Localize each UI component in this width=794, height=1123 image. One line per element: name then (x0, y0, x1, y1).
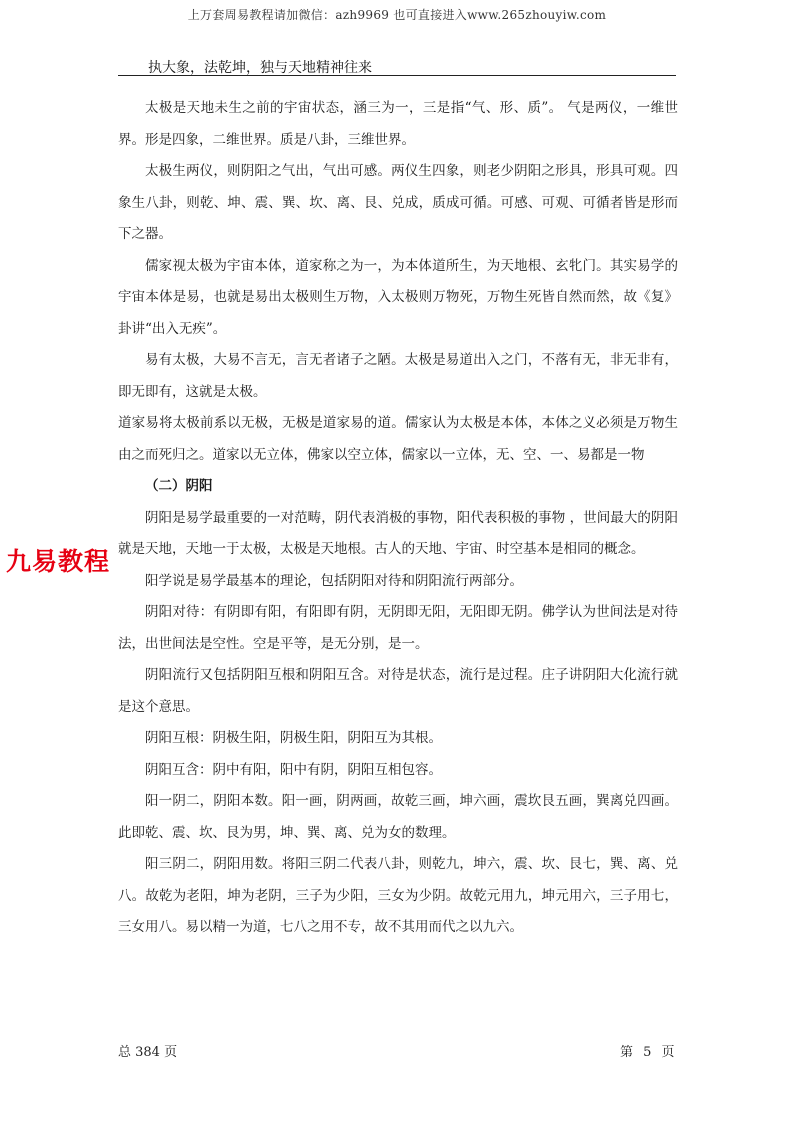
paragraph: 阴阳流行又包括阴阳互根和阴阳互含。对待是状态，流行是过程。庄子讲阴阳大化流行就是这个意思。 (118, 667, 678, 715)
watermark-logo: 九易教程 (6, 547, 111, 576)
paragraph: 儒家视太极为宇宙本体，道家称之为一，为本体道所生，为天地根、玄牝门。其实易学的宇宙本体是易，也就是易出太极则生万物，入太极则万物死，万物生死皆自然而然，故《复》卦讲“出入无疾”。 (118, 257, 678, 337)
top-banner: 上万套周易教程请加微信：azh9969 也可直接进入www.265zhouyiw.com (187, 8, 607, 22)
header-title: 执大象，法乾坤，独与天地精神往来 (148, 60, 372, 76)
paragraph: 阴阳对待：有阴即有阳，有阳即有阴，无阴即无阳，无阳即无阴。佛学认为世间法是对待法，出世间法是空性。空是平等，是无分别，是一。 (118, 604, 678, 652)
header-divider (118, 75, 676, 76)
document-body (118, 93, 678, 944)
paragraph: 阳一阴二，阴阳本数。阳一画，阴两画，故乾三画，坤六画，震坎艮五画，巽离兑四画。此即乾、震、坎、艮为男，坤、巽、离、兑为女的数理。 (118, 793, 678, 841)
paragraph: 阴阳互根：阴极生阳，阴极生阳，阴阳互为其根。 (145, 730, 442, 746)
paragraph: 太极生两仪，则阴阳之气出，气出可感。两仪生四象，则老少阴阳之形具，形具可观。四象生八卦，则乾、坤、震、巽、坎、离、艮、兑成，质成可循。可感、可观、可循者皆是形而下之器。 (118, 163, 678, 242)
paragraph: 太极是天地未生之前的宇宙状态，涵三为一，三是指“气、形、质”。 气是两仪，一维世界。形是四象，二维世界。质是八卦，三维世界。 (118, 100, 678, 148)
paragraph: 易有太极，大易不言无，言无者诸子之陋。太极是易道出入之门，不落有无，非无非有，即无即有，这就是太极。 (118, 352, 678, 400)
paragraph: 道家易将太极前系以无极，无极是道家易的道。儒家认为太极是本体，本体之义必须是万物生由之而死归之。道家以无立体，佛家以空立体，儒家以一立体，无、空、一、易都是一物 (118, 415, 678, 463)
section-heading: （二）阴阳 (145, 478, 213, 494)
paragraph: 阴阳互含：阴中有阳，阳中有阴，阴阳互相包容。 (145, 761, 442, 778)
footer-total-pages: 总 384 页 (118, 1045, 178, 1060)
footer-page-number: 第 5 页 (620, 1045, 675, 1060)
paragraph: 阳学说是易学最基本的理论，包括阴阳对待和阴阳流行两部分。 (145, 572, 523, 589)
paragraph: 阴阳是易学最重要的一对范畴，阴代表消极的事物，阳代表积极的事物 ，世间最大的阴阳就是天地，天地一于太极，太极是天地根。古人的天地、宇宙、时空基本是相同的概念。 (118, 509, 678, 557)
paragraph: 阳三阴二，阴阳用数。将阳三阴二代表八卦，则乾九，坤六，震、坎、艮七，巽、离、兑八。故乾为老阳，坤为老阴，三子为少阳，三女为少阴。故乾元用九，坤元用六，三子用七，三女用八。易以精一为道，七八之用不专，故不其用而代之以九六。 (118, 856, 678, 935)
